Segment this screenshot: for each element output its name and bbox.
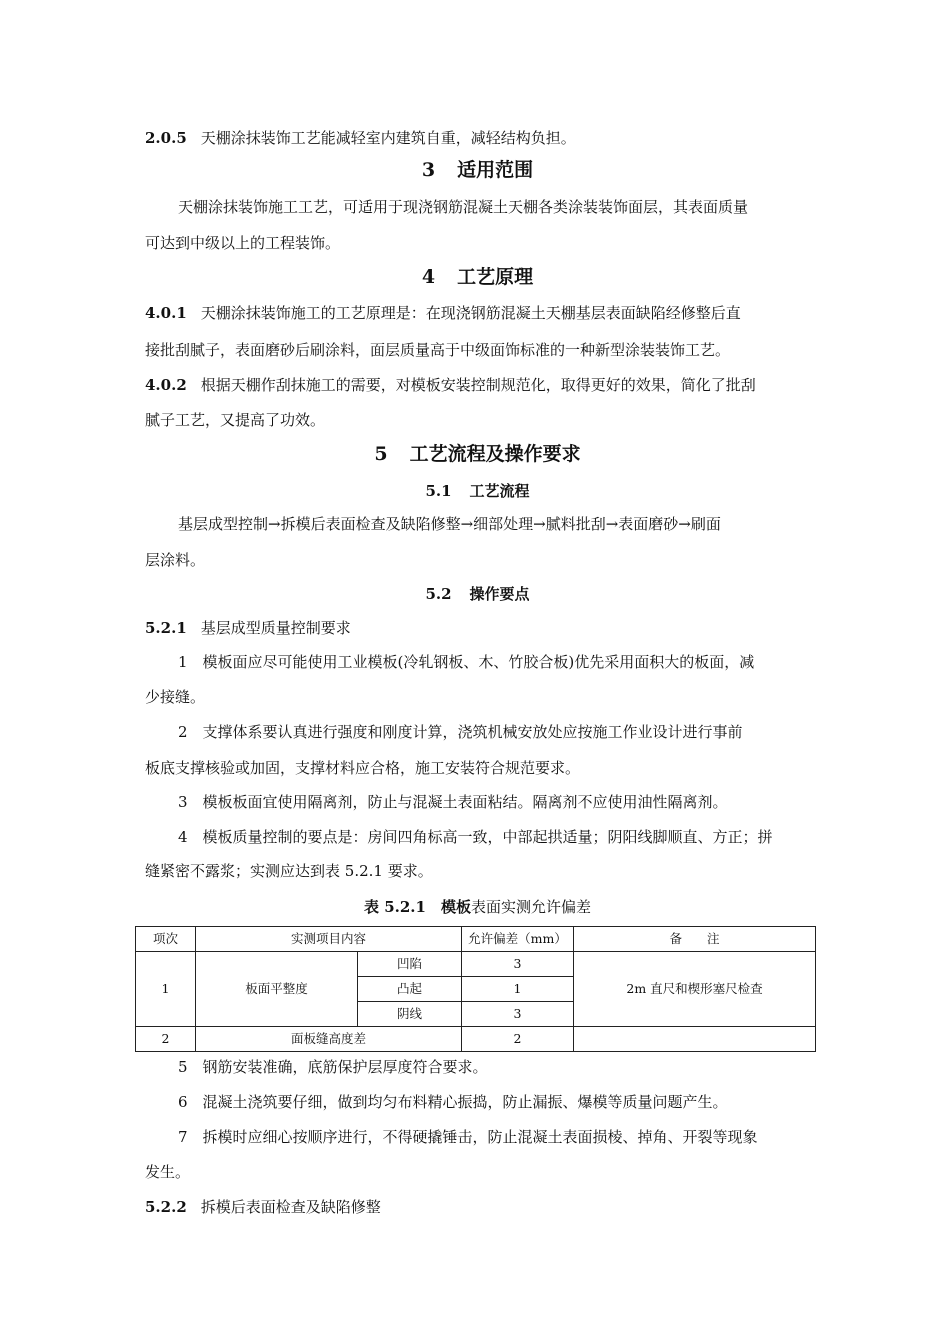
header-cell: 允许偏差（mm）: [462, 927, 574, 952]
section-5-heading: [145, 441, 810, 467]
item-5: 5 钢筋安装准确，底筋保护层厚度符合要求。: [178, 1058, 488, 1076]
clause-number: 2.0.5: [145, 129, 187, 147]
table-caption-bold: 模板: [440, 898, 471, 916]
table-cell: 1: [136, 952, 196, 1027]
table-cell: 2m 直尺和楔形塞尺检查: [574, 952, 816, 1027]
section-title: 适用范围: [457, 159, 534, 181]
table-header-row: [136, 927, 816, 952]
item-4-line-2: 缝紧密不露浆；实测应达到表 5.2.1 要求。: [145, 862, 433, 880]
clause-text: 天棚涂抹装饰工艺能减轻室内建筑自重，减轻结构负担。: [200, 129, 576, 147]
item-1-line-1: 1 模板面应尽可能使用工业模板(冷轧钢板、木、竹胶合板)优先采用面积大的板面，减: [178, 653, 755, 671]
section-number: 4: [421, 266, 436, 288]
item-2-line-2: 板底支撑核验或加固，支撑材料应合格，施工安装符合规范要求。: [145, 759, 581, 777]
clause-number: 5.2.1: [145, 619, 187, 637]
table-cell: 板面平整度: [196, 952, 358, 1027]
clause-5-2-1: [145, 618, 810, 638]
subsection-5-1-heading: [145, 481, 810, 501]
section-number: 5: [374, 443, 388, 465]
header-cell: 项次: [136, 927, 196, 952]
clause-4-0-1-line-1: [145, 303, 810, 323]
process-flow-line-2: 层涂料。: [145, 551, 206, 569]
table-row: [136, 1027, 816, 1052]
table-cell: 凹陷: [358, 952, 462, 977]
table-cell: 阴线: [358, 1002, 462, 1027]
clause-text: 天棚涂抹装饰施工的工艺原理是：在现浇钢筋混凝土天棚基层表面缺陷经修整后直: [200, 304, 741, 322]
table-cell: 3: [462, 952, 574, 977]
table-cell: [574, 1027, 816, 1052]
clause-text: 根据天棚作刮抹施工的需要，对模板安装控制规范化，取得更好的效果，简化了批刮: [200, 376, 756, 394]
table-caption-text: 表面实测允许偏差: [471, 898, 592, 916]
section-3-paragraph-line-2: 可达到中级以上的工程装饰。: [145, 234, 341, 252]
clause-number: 5.2.2: [145, 1198, 187, 1216]
item-3: 3 模板板面宜使用隔离剂，防止与混凝土表面粘结。隔离剂不应使用油性隔离剂。: [178, 793, 728, 811]
table-row: [136, 952, 816, 977]
item-7-line-1: 7 拆模时应细心按顺序进行，不得硬撬锤击，防止混凝土表面损棱、掉角、开裂等现象: [178, 1128, 758, 1146]
table-cell: 2: [462, 1027, 574, 1052]
process-flow-line-1: 基层成型控制→拆模后表面检查及缺陷修整→细部处理→腻料批刮→表面磨砂→刷面: [178, 515, 721, 533]
table-caption: [145, 897, 810, 917]
subsection-number: 5.1: [425, 482, 452, 500]
table-cell: 2: [136, 1027, 196, 1052]
header-cell: 实测项目内容: [196, 927, 462, 952]
table-cell: 3: [462, 1002, 574, 1027]
table-cell: 凸起: [358, 977, 462, 1002]
clause-2-0-5: [145, 128, 810, 148]
clause-text: 基层成型质量控制要求: [200, 619, 351, 637]
clause-4-0-2-line-2: 腻子工艺，又提高了功效。: [145, 411, 326, 429]
item-7-line-2: 发生。: [145, 1163, 191, 1181]
item-6: 6 混凝土浇筑要仔细，做到均匀布料精心振捣，防止漏振、爆模等质量问题产生。: [178, 1093, 728, 1111]
section-4-heading: [145, 264, 810, 290]
tolerance-table: [135, 926, 816, 1052]
subsection-title: 工艺流程: [469, 482, 530, 500]
clause-4-0-1-line-2: 接批刮腻子，表面磨砂后刷涂料，面层质量高于中级面饰标准的一种新型涂装装饰工艺。: [145, 341, 731, 359]
subsection-title: 操作要点: [469, 585, 530, 603]
table-cell: 面板缝高度差: [196, 1027, 462, 1052]
clause-4-0-2-line-1: [145, 375, 810, 395]
table-caption-number: 表 5.2.1: [363, 898, 426, 916]
item-4-line-1: 4 模板质量控制的要点是：房间四角标高一致，中部起拱适量；阴阳线脚顺直、方正；拼: [178, 828, 773, 846]
header-cell: 备 注: [574, 927, 816, 952]
clause-number: 4.0.1: [145, 304, 187, 322]
subsection-number: 5.2: [425, 585, 452, 603]
item-2-line-1: 2 支撑体系要认真进行强度和刚度计算，浇筑机械安放处应按施工作业设计进行事前: [178, 723, 743, 741]
section-title: 工艺流程及操作要求: [409, 443, 581, 465]
section-number: 3: [421, 159, 436, 181]
subsection-5-2-heading: [145, 584, 810, 604]
section-title: 工艺原理: [457, 266, 534, 288]
clause-5-2-2: [145, 1197, 810, 1217]
clause-number: 4.0.2: [145, 376, 187, 394]
clause-text: 拆模后表面检查及缺陷修整: [200, 1198, 381, 1216]
item-1-line-2: 少接缝。: [145, 688, 206, 706]
table-cell: 1: [462, 977, 574, 1002]
section-3-heading: [145, 157, 810, 183]
section-3-paragraph-line-1: 天棚涂抹装饰施工工艺，可适用于现浇钢筋混凝土天棚各类涂装装饰面层，其表面质量: [178, 198, 749, 216]
